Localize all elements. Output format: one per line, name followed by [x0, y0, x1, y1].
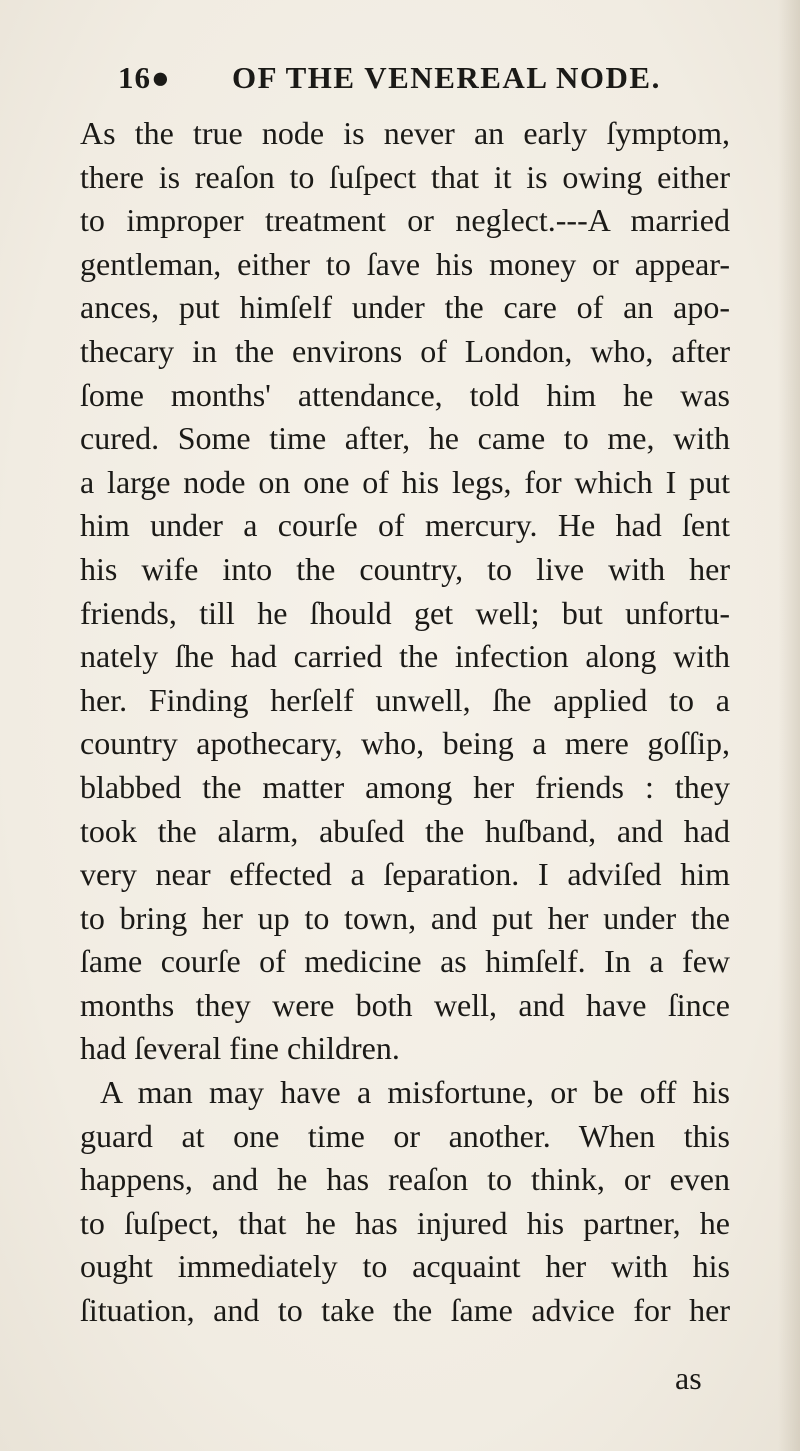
- paragraph-2: [80, 1071, 730, 1333]
- text-line: As the true node is never an early ſymptom,: [80, 115, 730, 151]
- paragraph-1: [80, 112, 730, 1071]
- text-line: nately ſhe had carried the infection along with: [80, 638, 730, 675]
- text-line: country apothecary, who, being a mere goſſip,: [80, 725, 730, 762]
- running-head: OF THE VENEREAL NODE.: [232, 60, 661, 95]
- text-line: very near effected a ſeparation. I adviſed him: [80, 856, 730, 893]
- text-line: ſituation, and to take the ſame advice for her: [80, 1292, 730, 1329]
- text-line: cured. Some time after, he came to me, with: [80, 420, 730, 457]
- text-line: friends, till he ſhould get well; but unfortu-: [80, 594, 730, 631]
- text-line: happens, and he has reaſon to think, or even: [80, 1161, 730, 1198]
- text-line: had ſeveral fine children.: [80, 1030, 400, 1067]
- text-line: his wife into the country, to live with her: [80, 550, 730, 587]
- text-line: blabbed the matter among her friends : they: [80, 768, 730, 805]
- text-line: guard at one time or another. When this: [80, 1117, 730, 1154]
- text-line: to bring her up to town, and put her under the: [80, 899, 730, 936]
- text-line: ought immediately to acquaint her with his: [80, 1248, 730, 1285]
- page-edge-shadow: [778, 0, 800, 1451]
- text-line: her. Finding herſelf unwell, ſhe applied to a: [80, 681, 730, 718]
- text-line: him under a courſe of mercury. He had ſent: [80, 507, 730, 544]
- text-line: to improper treatment or neglect.---A married: [80, 202, 730, 239]
- text-line: thecary in the environs of London, who, after: [80, 332, 730, 369]
- text-line: months they were both well, and have ſince: [80, 986, 730, 1023]
- text-line: to ſuſpect, that he has injured his partner, he: [80, 1204, 730, 1241]
- text-line: there is reaſon to ſuſpect that it is owing either: [80, 158, 730, 195]
- text-line: ances, put himſelf under the care of an apo-: [80, 289, 730, 326]
- text-line: ſome months' attendance, told him he was: [80, 376, 730, 413]
- text-line: took the alarm, abuſed the huſband, and had: [80, 812, 730, 849]
- text-line: A man may have a misfortune, or be off his: [100, 1074, 730, 1111]
- text-line: a large node on one of his legs, for which I put: [80, 463, 730, 500]
- catchword: as: [675, 1360, 702, 1396]
- page-header: [118, 60, 678, 110]
- text-line: ſame courſe of medicine as himſelf. In a few: [80, 943, 730, 980]
- text-line: gentleman, either to ſave his money or appear-: [80, 245, 730, 282]
- body-text: [80, 112, 730, 1333]
- page-number: 16●: [118, 60, 171, 95]
